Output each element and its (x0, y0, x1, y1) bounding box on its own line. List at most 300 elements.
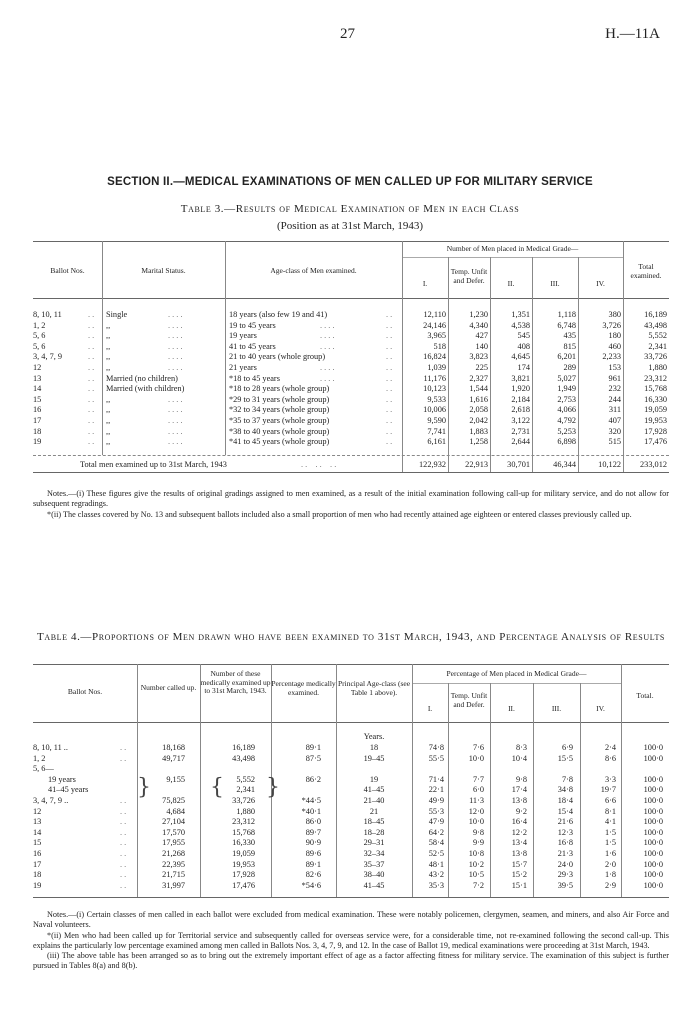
t3-marital-cell: ,, (106, 437, 111, 447)
t4-examined-cell: 33,726 (232, 795, 255, 805)
t3-total-cell: 33,726 (644, 352, 667, 362)
table4-bottom-rule (33, 897, 669, 898)
t4-years-label: Years. (363, 732, 385, 741)
t3-age-cell: *41 to 45 years (whole group) (229, 437, 330, 447)
t3-g1-cell: 24,146 (423, 320, 446, 330)
t3-marital-cell: ,, (106, 352, 111, 362)
t4-header-grade-group: Percentage of Men placed in Medical Grade— (446, 669, 587, 678)
t4-total-cell: 100·0 (643, 848, 663, 858)
t4-brace-left: } (137, 775, 151, 800)
table4-grade-rule (412, 683, 621, 684)
t4-g1-cell: 55·5 (428, 753, 444, 763)
t3-age-cell: *18 to 28 years (whole group) (229, 384, 330, 394)
t4-g1-cell: 74·8 (428, 743, 444, 752)
t3-age-cell: *38 to 40 years (whole group) (229, 426, 330, 436)
t4-called-cell: 22,395 (162, 859, 185, 869)
t4-pct-cell: *54·6 (301, 880, 321, 890)
t3-total-cell: 2,341 (648, 341, 667, 351)
t4-temp-cell: 10·8 (468, 848, 484, 858)
leader-dots: . . . . (168, 426, 183, 436)
t4-g4-cell: 19·7 (600, 785, 616, 795)
t3-age-cell: *18 to 45 years (229, 373, 280, 383)
t4-g3-cell: 15·5 (557, 753, 573, 763)
t3-g4-cell: 244 (608, 394, 621, 404)
t4-g3-cell: 29·3 (557, 870, 573, 880)
t4-called-cell: 27,104 (162, 817, 185, 827)
leader-dots: . . . . (168, 437, 183, 447)
t3-g4-cell: 961 (608, 373, 621, 383)
t3-temp-cell: 1,544 (469, 384, 488, 394)
t3-total-cell: 16,189 (644, 310, 667, 319)
t4-g1-cell: 58·4 (428, 838, 444, 848)
table3-top-rule (33, 241, 669, 242)
table4-notes (33, 910, 669, 972)
t4-header-temp: Temp. Unfit and Defer. (450, 691, 488, 709)
t4-ballot-cell: 18 (33, 870, 42, 880)
table3-notes (33, 489, 669, 520)
t3-header-g3: III. (550, 279, 560, 288)
t4-note: Notes.—(i) Certain classes of men called in each ballot were excluded from medical examination. These were notably policemen, clergymen, seamen, and miners, and also Air Force and Naval volunteers. (33, 910, 669, 930)
table-row (0, 785, 700, 796)
t3-g2-cell: 2,618 (511, 405, 530, 415)
table-row (0, 405, 700, 416)
t4-g2-cell: 15·1 (511, 880, 527, 890)
table-row (0, 437, 700, 448)
t4-pct-cell: 86·0 (305, 817, 321, 827)
leader-dots: . . . . (320, 331, 335, 341)
t3-g2-cell: 1,351 (511, 310, 530, 319)
t4-temp-cell: 10·0 (468, 753, 484, 763)
leader-dots: . . (386, 352, 393, 362)
t3-ballot-cell: 12 (33, 362, 42, 372)
t4-total-cell: 100·0 (643, 785, 663, 795)
table3-total-rule (33, 455, 669, 456)
t4-total-cell: 100·0 (643, 880, 663, 890)
t4-total-cell: 100·0 (643, 838, 663, 848)
table-row (0, 331, 700, 342)
t3-total-cell: 17,476 (644, 437, 667, 447)
t4-pct-cell: *40·1 (301, 806, 321, 816)
t3-marital-cell: Single (106, 310, 128, 319)
t3-age-cell: *35 to 37 years (whole group) (229, 415, 330, 425)
t4-age-cell: 18–45 (363, 817, 385, 827)
table-row (0, 395, 700, 406)
t4-g3-cell: 7·8 (561, 774, 573, 784)
t3-total-temp: 22,913 (465, 460, 488, 469)
t4-total-cell: 100·0 (643, 817, 663, 827)
t4-temp-cell: 7·6 (472, 743, 484, 752)
leader-dots: . . (386, 320, 393, 330)
table3-grade-rule (402, 257, 623, 258)
t4-pct-cell: 87·5 (305, 753, 321, 763)
t4-pct-cell: 89·7 (305, 827, 321, 837)
t3-age-cell: 21 to 40 years (whole group) (229, 352, 326, 362)
leader-dots: . . (120, 838, 127, 848)
t4-g2-cell: 16·4 (511, 817, 527, 827)
t3-marital-cell: ,, (106, 426, 111, 436)
t4-called-cell: 4,684 (166, 806, 185, 816)
t3-g2-cell: 1,920 (511, 384, 530, 394)
t3-g1-cell: 12,110 (423, 310, 446, 319)
t3-ballot-cell: 13 (33, 373, 42, 383)
t3-g3-cell: 4,792 (557, 415, 576, 425)
t3-ballot-cell: 14 (33, 384, 42, 394)
leader-dots: . . (88, 352, 95, 362)
t4-pct-cell: 89·1 (305, 743, 321, 752)
leader-dots: . . (88, 394, 95, 404)
t3-g1-cell: 9,533 (427, 394, 446, 404)
table4-top-rule (33, 664, 669, 665)
leader-dots: . . . . (320, 320, 335, 330)
t4-g1-cell: 22·1 (428, 785, 444, 795)
t3-g4-cell: 180 (608, 331, 621, 341)
t4-header-g3: III. (551, 704, 562, 713)
leader-dots: . . . . (168, 331, 183, 341)
t3-age-cell: *29 to 31 years (whole group) (229, 394, 330, 404)
t3-marital-cell: ,, (106, 405, 111, 415)
t3-total-g3: 46,344 (553, 460, 576, 469)
table-row (0, 775, 700, 786)
t4-called-cell: 17,570 (162, 827, 185, 837)
leader-dots: . . . . (320, 362, 335, 372)
t4-g4-cell: 8·1 (604, 806, 616, 816)
t3-total-cell: 5,552 (648, 331, 667, 341)
t4-g3-cell: 39·5 (557, 880, 573, 890)
t4-g4-cell: 6·6 (604, 795, 616, 805)
t4-ballot-cell: 17 (33, 859, 42, 869)
leader-dots: . . (88, 373, 95, 383)
t4-age-cell: 18–28 (363, 827, 385, 837)
table-row (0, 374, 700, 385)
t4-note: (iii) The above table has been arranged so as to bring out the extremely important effect of age as a factor affecting fitness for military service. The examination of this subject is further pursued in Tables 8(a) and 8(b). (33, 951, 669, 971)
t3-ballot-cell: 1, 2 (33, 320, 46, 330)
t3-note: *(ii) The classes covered by No. 13 and subsequent ballots included also a small proportion of men who had recently attained age eighteen or entered classes previously called up. (47, 509, 632, 519)
t3-total-label: Total men examined up to 31st March, 1943 (80, 460, 227, 469)
t3-marital-cell: Married (with children) (106, 384, 185, 394)
t3-g3-cell: 1,118 (557, 310, 576, 319)
t3-total-dots: . . . . . . (301, 460, 337, 469)
t3-g1-cell: 7,741 (427, 426, 446, 436)
table4-header-rule (33, 722, 669, 723)
t4-g4-cell: 3·3 (604, 774, 616, 784)
t4-header-g4: IV. (596, 704, 605, 713)
t4-examined-cell: 43,498 (232, 753, 255, 763)
t4-g2-cell: 9·2 (515, 806, 527, 816)
t4-temp-cell: 10·5 (468, 870, 484, 880)
table-row (0, 828, 700, 839)
table4-body (0, 743, 700, 891)
t4-called-cell: 17,955 (162, 838, 185, 848)
t4-ballot-cell: 41–45 years (48, 785, 89, 795)
t3-g4-cell: 311 (608, 405, 621, 415)
leader-dots: . . . . (168, 415, 183, 425)
t4-g1-cell: 43·2 (428, 870, 444, 880)
t3-ballot-cell: 18 (33, 426, 42, 436)
table-row (0, 838, 700, 849)
t4-g4-cell: 1·8 (604, 870, 616, 880)
t3-temp-cell: 3,823 (469, 352, 488, 362)
t4-age-cell: 21 (369, 806, 379, 816)
t4-total-cell: 100·0 (643, 806, 663, 816)
t3-total-cell: 19,953 (644, 415, 667, 425)
t3-marital-cell: ,, (106, 362, 111, 372)
t4-temp-cell: 10·0 (468, 817, 484, 827)
leader-dots: . . (120, 795, 127, 805)
t3-header-total: Total examined. (630, 262, 662, 280)
t3-g4-cell: 380 (608, 310, 621, 319)
t3-ballot-cell: 5, 6 (33, 331, 46, 341)
t4-header-ballot: Ballot Nos. (67, 687, 103, 696)
leader-dots: . . (120, 880, 127, 890)
leader-dots: . . (88, 405, 95, 415)
t3-g1-cell: 10,123 (423, 384, 446, 394)
t3-total-g4: 10,122 (598, 460, 621, 469)
leader-dots: . . (120, 870, 127, 880)
table-row (0, 352, 700, 363)
t4-called-cell: 21,268 (162, 848, 185, 858)
t3-g1-cell: 3,965 (427, 331, 446, 341)
t4-g3-cell: 21·6 (557, 817, 573, 827)
t3-g4-cell: 320 (608, 426, 621, 436)
t4-age-cell: 18 (369, 743, 379, 752)
t4-g4-cell: 1·5 (604, 838, 616, 848)
t3-total-total: 233,012 (640, 460, 667, 469)
leader-dots: . . (88, 437, 95, 447)
leader-dots: . . (120, 743, 127, 752)
leader-dots: . . (88, 384, 95, 394)
t3-age-cell: 19 to 45 years (229, 320, 276, 330)
t4-examined-cell: 17,476 (232, 880, 255, 890)
table3-body (0, 310, 700, 448)
t3-g4-cell: 232 (608, 384, 621, 394)
t3-marital-cell: ,, (106, 415, 111, 425)
t3-temp-cell: 1,258 (469, 437, 488, 447)
t4-ballot-cell: 15 (33, 838, 42, 848)
table-row (0, 807, 700, 818)
t3-total-cell: 23,312 (644, 373, 667, 383)
t4-age-cell: 21–40 (363, 795, 385, 805)
t3-marital-cell: ,, (106, 331, 111, 341)
t3-g3-cell: 435 (563, 331, 576, 341)
t3-temp-cell: 140 (475, 341, 488, 351)
t3-g1-cell: 518 (433, 341, 446, 351)
t3-age-cell: 19 years (229, 331, 257, 341)
t4-ballot-cell: 12 (33, 806, 42, 816)
t3-temp-cell: 1,230 (469, 310, 488, 319)
t4-g4-cell: 2·0 (604, 859, 616, 869)
t4-header-examined: Number of these medically examined up to 31st March, 1943. (200, 669, 271, 695)
t3-g3-cell: 5,253 (557, 426, 576, 436)
t4-total-cell: 100·0 (643, 753, 663, 763)
leader-dots: . . . . (168, 405, 183, 415)
section-title: SECTION II.—MEDICAL EXAMINATIONS OF MEN CALLED UP FOR MILITARY SERVICE (107, 176, 593, 188)
table-row (0, 860, 700, 871)
t4-g3-cell: 24·0 (557, 859, 573, 869)
page-number: 27 (340, 26, 355, 42)
t3-temp-cell: 2,042 (469, 415, 488, 425)
t4-examined-cell: 23,312 (232, 817, 255, 827)
t3-g4-cell: 3,726 (602, 320, 621, 330)
t4-g3-cell: 21·3 (557, 848, 573, 858)
t3-g2-cell: 545 (517, 331, 530, 341)
table-row (0, 849, 700, 860)
t3-temp-cell: 4,340 (469, 320, 488, 330)
table3-total-row (0, 460, 700, 471)
t4-g3-cell: 16·8 (557, 838, 573, 848)
t3-age-cell: 18 years (also few 19 and 41) (229, 310, 328, 319)
t4-examined-cell: 16,189 (232, 743, 255, 752)
leader-dots: . . (88, 331, 95, 341)
t4-g4-cell: 2·9 (604, 880, 616, 890)
table-row (0, 416, 700, 427)
table-row (0, 342, 700, 353)
table3-header-rule (33, 298, 669, 299)
leader-dots: . . . . (168, 320, 183, 330)
t3-header-g1: I. (422, 279, 428, 288)
t4-g2-cell: 8·3 (515, 743, 527, 752)
leader-dots: . . (386, 426, 393, 436)
t4-brace-mid: { (210, 775, 224, 800)
table-row (0, 870, 700, 881)
t4-g2-cell: 9·8 (515, 774, 527, 784)
table-row (0, 363, 700, 374)
t4-examined-cell: 2,341 (236, 785, 255, 795)
table-row (0, 796, 700, 807)
t3-temp-cell: 225 (475, 362, 488, 372)
leader-dots: . . . . (168, 352, 183, 362)
t3-ballot-cell: 17 (33, 415, 42, 425)
t3-temp-cell: 1,883 (469, 426, 488, 436)
t4-temp-cell: 11·3 (469, 795, 484, 805)
t3-g1-cell: 1,039 (427, 362, 446, 372)
t4-g2-cell: 15·7 (511, 859, 527, 869)
table3-caption: Table 3.—Results of Medical Examination of Men in each Class (180, 203, 520, 215)
t3-g1-cell: 6,161 (427, 437, 446, 447)
leader-dots: . . (88, 362, 95, 372)
t3-g2-cell: 4,645 (511, 352, 530, 362)
t4-examined-cell: 16,330 (232, 838, 255, 848)
t4-ballot-cell: 16 (33, 848, 42, 858)
leader-dots: . . (386, 437, 393, 447)
document-reference: H.—11A (605, 26, 660, 42)
t4-g1-cell: 48·1 (428, 859, 444, 869)
t4-ballot-cell: 19 (33, 880, 42, 890)
t3-g3-cell: 1,949 (557, 384, 576, 394)
table3-bottom-rule (33, 472, 669, 473)
t4-examined-cell: 17,928 (232, 870, 255, 880)
t4-age-cell: 38–40 (363, 870, 385, 880)
table-row (0, 427, 700, 438)
t3-g3-cell: 6,898 (557, 437, 576, 447)
t4-g2-cell: 17·4 (511, 785, 527, 795)
t4-ballot-cell: 19 years (48, 774, 76, 784)
t4-g3-cell: 18·4 (557, 795, 573, 805)
t4-header-called: Number called up. (140, 683, 197, 692)
t3-marital-cell: ,, (106, 320, 111, 330)
t3-total-cell: 16,330 (644, 394, 667, 404)
t4-temp-cell: 7·2 (472, 880, 484, 890)
t3-g2-cell: 3,821 (511, 373, 530, 383)
t4-header-g1: I. (427, 704, 433, 713)
leader-dots: . . (386, 310, 393, 319)
t3-header-g2: II. (507, 279, 515, 288)
t4-g1-cell: 55·3 (428, 806, 444, 816)
t3-g2-cell: 2,644 (511, 437, 530, 447)
leader-dots: . . . . (168, 341, 183, 351)
table-row (0, 743, 700, 754)
table-row (0, 881, 700, 892)
t4-pct-cell: 89·1 (305, 859, 321, 869)
t4-age-cell: 19 (369, 774, 379, 784)
t4-age-cell: 19–45 (363, 753, 385, 763)
t3-g3-cell: 815 (563, 341, 576, 351)
t4-total-cell: 100·0 (643, 870, 663, 880)
t3-g3-cell: 5,027 (557, 373, 576, 383)
t4-total-cell: 100·0 (643, 859, 663, 869)
leader-dots: . . (120, 827, 127, 837)
t4-g4-cell: 1·5 (604, 827, 616, 837)
t4-g4-cell: 4·1 (604, 817, 616, 827)
t3-temp-cell: 2,058 (469, 405, 488, 415)
t4-examined-cell: 19,953 (232, 859, 255, 869)
t4-g4-cell: 2·4 (604, 743, 616, 752)
t3-total-cell: 1,880 (648, 362, 667, 372)
t4-pct-cell: 86·2 (305, 774, 321, 784)
t3-g2-cell: 4,538 (511, 320, 530, 330)
t3-g1-cell: 16,824 (423, 352, 446, 362)
t3-g4-cell: 460 (608, 341, 621, 351)
table-row (0, 754, 700, 765)
t4-age-cell: 41–45 (363, 880, 385, 890)
t3-g4-cell: 2,233 (602, 352, 621, 362)
t4-temp-cell: 10·2 (468, 859, 484, 869)
t3-header-ballot: Ballot Nos. (50, 266, 85, 275)
t3-header-g4: IV. (596, 279, 605, 288)
t3-marital-cell: ,, (106, 341, 111, 351)
t4-g2-cell: 10·4 (511, 753, 527, 763)
t4-g2-cell: 13·4 (511, 838, 527, 848)
t4-pct-cell: 82·6 (305, 870, 321, 880)
t4-g1-cell: 52·5 (428, 848, 444, 858)
t3-header-grade-group: Number of Men placed in Medical Grade— (446, 244, 579, 253)
leader-dots: . . . . (320, 341, 335, 351)
t4-temp-cell: 9·8 (472, 827, 484, 837)
t4-g3-cell: 15·4 (557, 806, 573, 816)
leader-dots: . . (120, 806, 127, 816)
t4-called-cell: 9,155 (166, 774, 185, 784)
leader-dots: . . (386, 384, 393, 394)
t3-g3-cell: 6,748 (557, 320, 576, 330)
t4-examined-cell: 19,059 (232, 848, 255, 858)
t4-g1-cell: 64·2 (428, 827, 444, 837)
t4-pct-cell: *44·5 (301, 795, 321, 805)
t4-temp-cell: 7·7 (472, 774, 484, 784)
leader-dots: . . (88, 310, 95, 319)
t4-g2-cell: 13·8 (511, 848, 527, 858)
t3-g1-cell: 10,006 (423, 405, 446, 415)
table-row (0, 321, 700, 332)
t3-age-cell: 41 to 45 years (229, 341, 276, 351)
t3-marital-cell: ,, (106, 394, 111, 404)
t4-ballot-cell: 1, 2 (33, 753, 46, 763)
leader-dots: . . (386, 341, 393, 351)
t4-g4-cell: 1·6 (604, 848, 616, 858)
t3-temp-cell: 2,327 (469, 373, 488, 383)
t3-g4-cell: 515 (608, 437, 621, 447)
t4-temp-cell: 12·0 (468, 806, 484, 816)
t3-ballot-cell: 19 (33, 437, 42, 447)
t4-ballot-cell: 8, 10, 11 .. (33, 743, 68, 752)
